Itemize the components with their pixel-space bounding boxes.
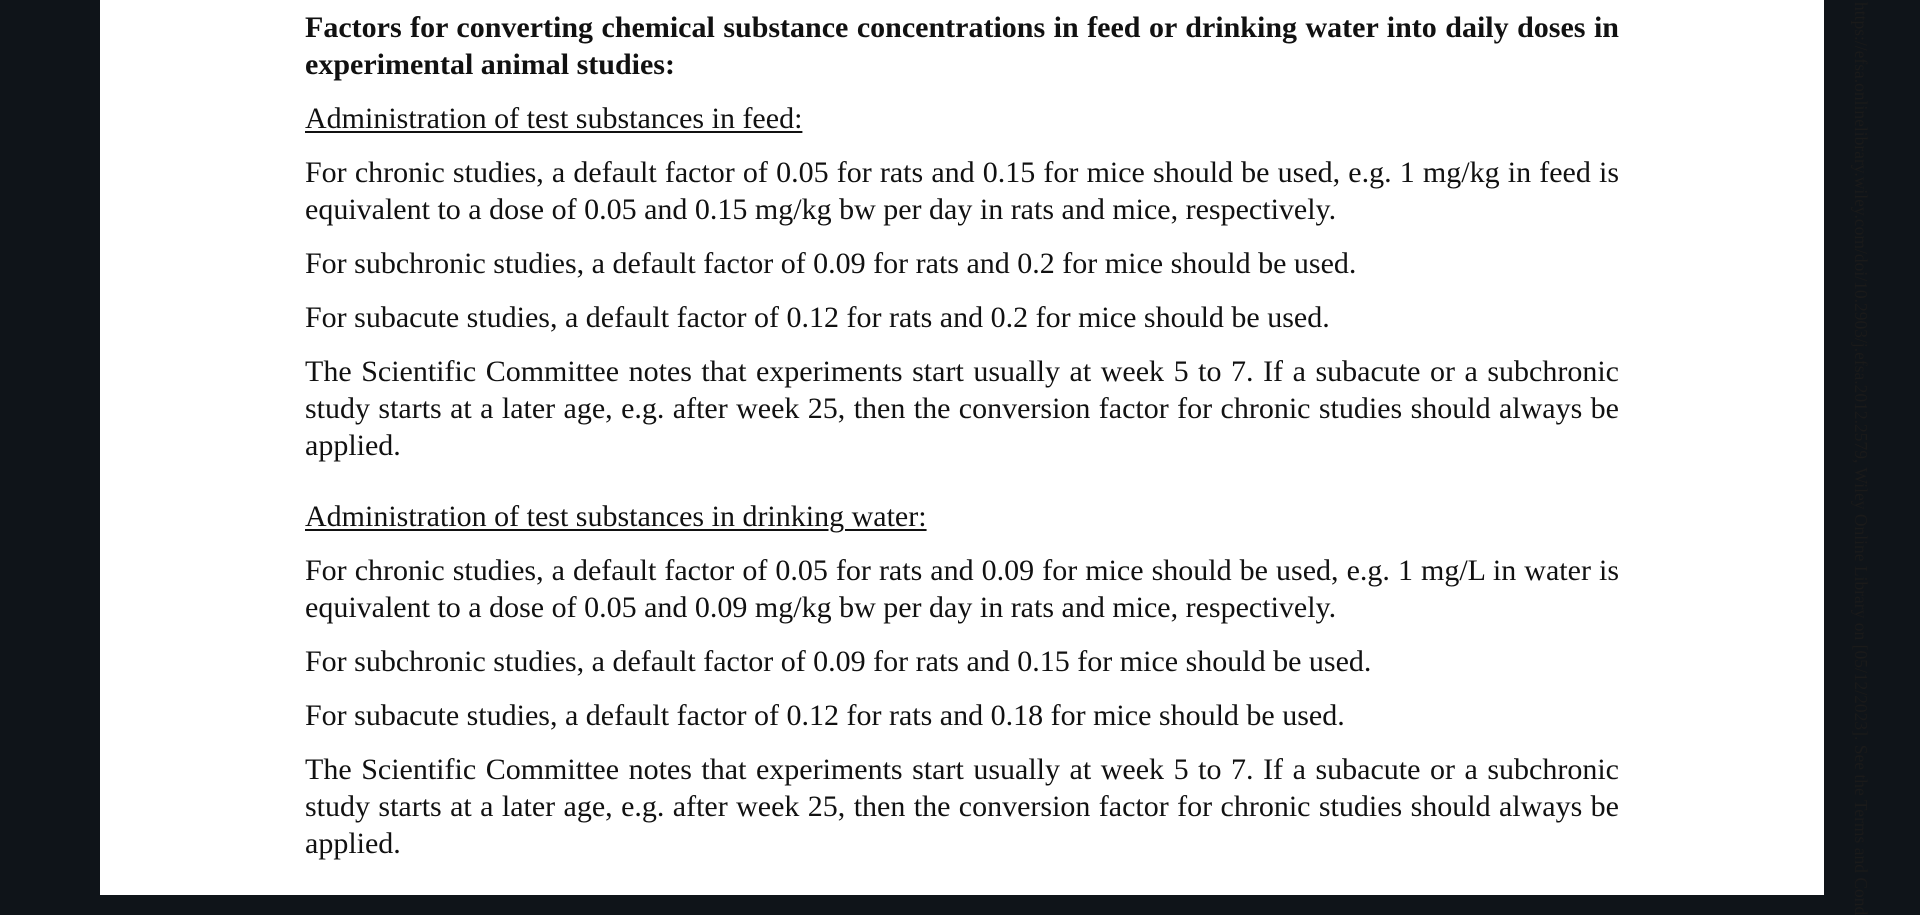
document-page — [100, 0, 1871, 915]
paragraph-water-subacute: For subacute studies, a default factor of 0.12 for rats and 0.18 for mice should be used. — [305, 699, 1345, 732]
paragraph-water-chronic: For chronic studies, a default factor of 0.05 for rats and 0.09 for mice should be used, e.g. 1 mg/L in water is equivalent to a dose of 0.05 and 0.09 mg/kg bw per day in rats and mice, respectively. — [305, 554, 1619, 624]
paragraph-water-subchronic: For subchronic studies, a default factor of 0.09 for rats and 0.15 for mice should be used. — [305, 645, 1372, 678]
paragraph-feed-subacute: For subacute studies, a default factor of 0.12 for rats and 0.2 for mice should be used. — [305, 301, 1330, 334]
section-heading-water: Administration of test substances in drinking water: — [305, 500, 927, 533]
section-heading-feed: Administration of test substances in feed: — [305, 102, 803, 135]
paragraph-feed-subchronic: For subchronic studies, a default factor of 0.09 for rats and 0.2 for mice should be used. — [305, 247, 1357, 280]
page-content — [305, 9, 1619, 862]
paragraph-feed-chronic: For chronic studies, a default factor of 0.05 for rats and 0.15 for mice should be used, e.g. 1 mg/kg in feed is equivalent to a dose of 0.05 and 0.15 mg/kg bw per day in rats and mice, respectively. — [305, 156, 1619, 226]
download-source-note: https://efsa.onlinelibrary.wiley.com/doi/10.2903/j.efsa.2012.2579, Wiley Online Library on [05/12/2023]. See the Terms and Cond — [1851, 2, 1871, 915]
page-title: Factors for converting chemical substance concentrations in feed or drinking water into daily doses in experimental animal studies: — [305, 11, 1619, 81]
paragraph-water-note: The Scientific Committee notes that experiments start usually at week 5 to 7. If a subacute or a subchronic study starts at a later age, e.g. after week 25, then the conversion factor for chronic studies should always be applied. — [305, 753, 1619, 860]
paragraph-feed-note: The Scientific Committee notes that experiments start usually at week 5 to 7. If a subacute or a subchronic study starts at a later age, e.g. after week 25, then the conversion factor for chronic studies should always be applied. — [305, 355, 1619, 462]
